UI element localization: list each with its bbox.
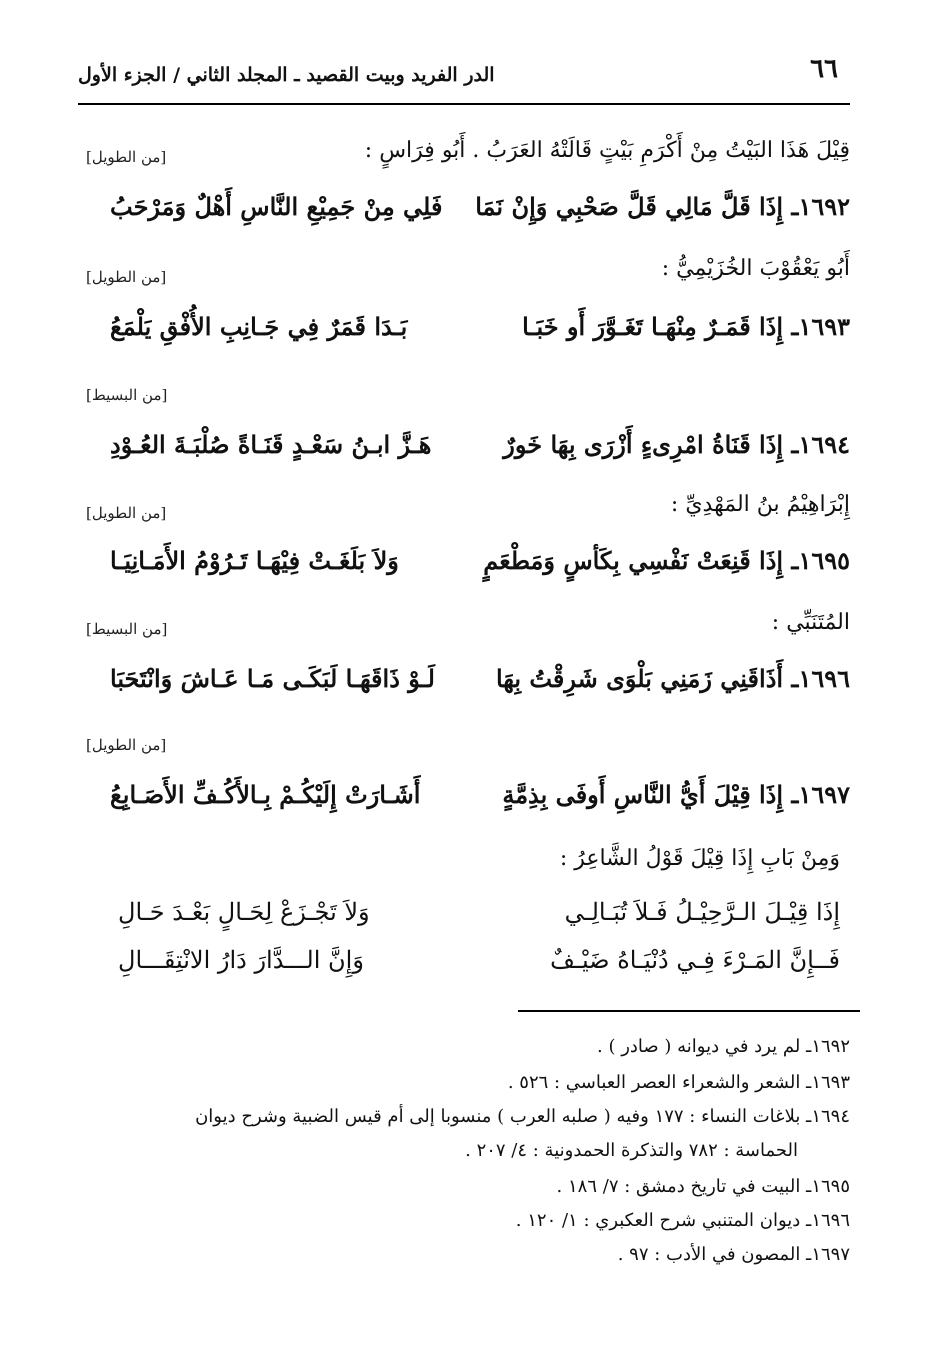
running-title: الدر الفريد وبيت القصيد ـ المجلد الثاني / الجزء الأول <box>78 64 495 86</box>
verse-second-hemistich: بَـدَا قَمَرٌ فِي جَـانِبِ الأُفْقِ يَلْمَعُ <box>110 312 408 341</box>
verse-first-hemistich: فَــإِنَّ المَـرْءَ فِـي دُنْيَـاهُ ضَيْـفٌ <box>550 946 840 974</box>
verse-second-hemistich: هَـزَّ ابـنُ سَعْـدٍ قَنَـاةً صُلْبَـةَ العُـوْدِ <box>110 430 432 459</box>
verse-first-hemistich: ١٦٩٥ـ إِذَا قَنِعَتْ نَفْسِي بِكَأسٍ وَمَطْعَمٍ <box>483 546 850 575</box>
verse-first-hemistich: ١٦٩٤ـ إِذَا قَنَاةُ امْرِىءٍ أَزْرَى بِهَا خَورٌ <box>503 430 850 459</box>
verse-second-hemistich: فَلِي مِنْ جَمِيْعِ النَّاسِ أَهْلٌ وَمَرْحَبُ <box>110 192 443 221</box>
meter-label: [من الطويل] <box>86 736 167 754</box>
footnote-continuation: الحماسة : ٧٨٢ والتذكرة الحمدونية : ٤/ ٢٠٧ . <box>465 1140 798 1161</box>
entry-intro: أَبُو يَعْقُوْبَ الخُزَيْمِيُّ : <box>661 256 850 281</box>
footnote: ١٦٩٢ـ لم يرد في ديوانه ( صادر ) . <box>597 1036 850 1057</box>
section-intro: وَمِنْ بَابِ إِذَا قِيْلَ قَوْلُ الشَّاعِرُ : <box>559 846 840 871</box>
meter-label: [من الطويل] <box>86 504 167 522</box>
meter-label: [من البسيط] <box>86 620 168 638</box>
footnote-rule <box>518 1010 860 1012</box>
entry-intro: إِبْرَاهِيْمُ بنُ المَهْدِيِّ : <box>670 492 850 517</box>
footnote: ١٦٩٥ـ البيت في تاريخ دمشق : ٧/ ١٨٦ . <box>556 1176 850 1197</box>
verse-first-hemistich: ١٦٩٢ـ إِذَا قَلَّ مَالِي قَلَّ صَحْبِي وَإِنْ نَمَا <box>475 192 850 221</box>
verse-first-hemistich: ١٦٩٦ـ أَذَاقَنِي زَمَنِي بَلْوَى شَرِقْتُ بِهَا <box>495 664 850 693</box>
header-rule <box>78 103 850 105</box>
meter-label: [من الطويل] <box>86 148 167 166</box>
verse-first-hemistich: ١٦٩٧ـ إِذَا قِيْلَ أَيُّ النَّاسِ أَوفَى بِذِمَّةٍ <box>502 780 850 809</box>
page-header <box>78 52 848 92</box>
entry-intro: المُتَنَبِّي : <box>771 610 850 635</box>
footnote: ١٦٩٤ـ بلاغات النساء : ١٧٧ وفيه ( صلبه العرب ) منسوبا إلى أم قيس الضبية وشرح ديوان <box>195 1106 850 1127</box>
meter-label: [من الطويل] <box>86 268 167 286</box>
verse-second-hemistich: وَإِنَّ الـــدَّارَ دَارُ الانْتِقَـــالِ <box>118 946 364 974</box>
footnote: ١٦٩٧ـ المصون في الأدب : ٩٧ . <box>617 1244 850 1265</box>
verse-first-hemistich: إِذَا قِيْـلَ الـرَّحِيْـلُ فَـلاَ تُبَـالِـي <box>564 898 840 926</box>
page-number: ٦٦ <box>810 54 838 84</box>
verse-second-hemistich: وَلاَ تَجْـزَعْ لِحَـالٍ بَعْـدَ حَـالِ <box>118 898 370 926</box>
verse-second-hemistich: أَشَـارَتْ إِلَيْكُـمْ بِـالأَكُـفِّ الأَصَـابِعُ <box>110 780 421 809</box>
footnote: ١٦٩٦ـ ديوان المتنبي شرح العكبري : ١/ ١٢٠ . <box>515 1210 850 1231</box>
verse-second-hemistich: لَـوْ ذَاقَهَـا لَبَكَـى مَـا عَـاشَ وَانْتَحَبَا <box>110 664 435 693</box>
entry-intro: قِيْلَ هَذَا البَيْتُ مِنْ أَكْرَمِ بَيْتٍ قَالَتْهُ العَرَبُ . أَبُو فِرَاسٍ : <box>364 138 850 163</box>
footnote: ١٦٩٣ـ الشعر والشعراء العصر العباسي : ٥٢٦ . <box>507 1072 850 1093</box>
verse-second-hemistich: وَلاَ بَلَغَـتْ فِيْهَـا تَـرُوْمُ الأَمَـانِيَـا <box>110 546 399 575</box>
verse-first-hemistich: ١٦٩٣ـ إِذَا قَمَـرٌ مِنْهَـا تَغَـوَّرَ أَو خَبَـا <box>522 312 850 341</box>
meter-label: [من البسيط] <box>86 386 168 404</box>
